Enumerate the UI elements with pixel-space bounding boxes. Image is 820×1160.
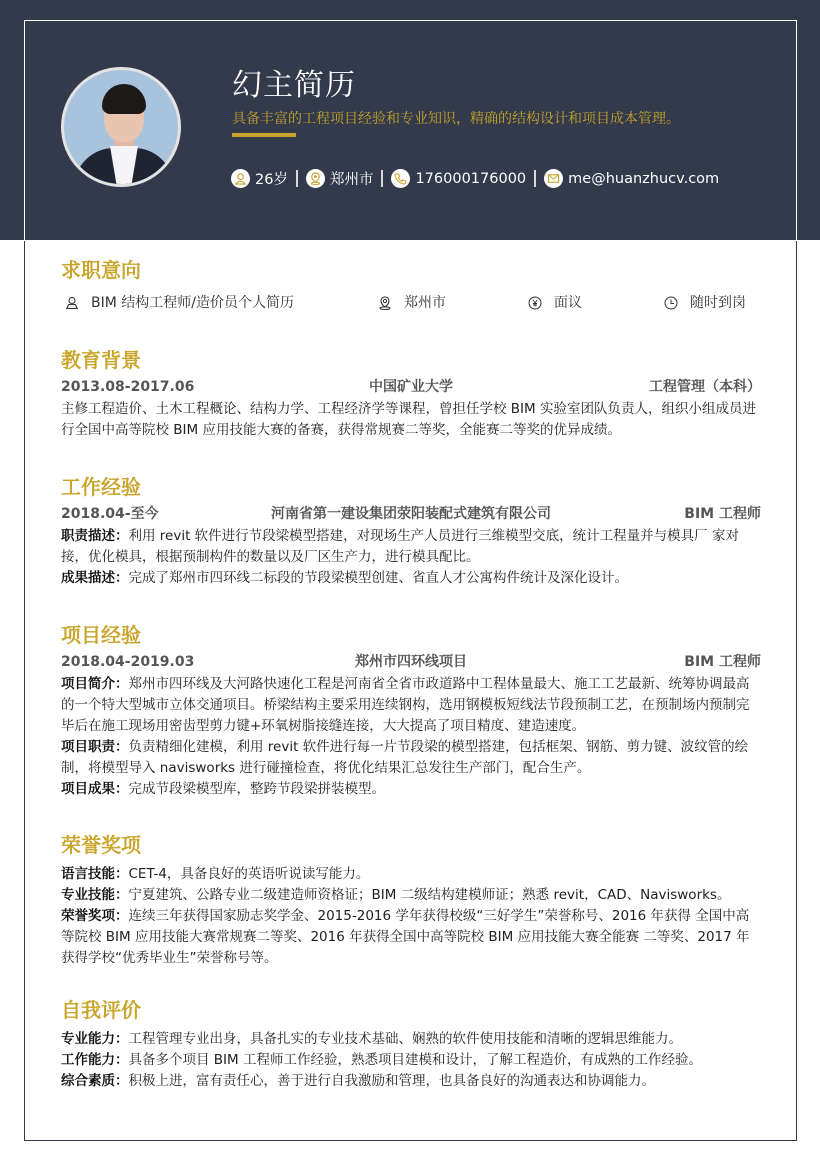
education-description: 主修工程造价、土木工程概论、结构力学、工程经济学等课程，曾担任学校 BIM 实验室团队负责人，组织小组成员进行全国中高等院校 BIM 应用技能大赛的备赛，获得常规赛二等奖，全能赛二等奖的优异成绩。: [61, 401, 756, 438]
section-title: 荣誉奖项: [61, 833, 141, 857]
objective-position: BIM 结构工程师/造价员个人简历: [61, 293, 378, 313]
accent-bar: [232, 133, 296, 137]
user-icon: [65, 296, 79, 310]
section-title: 项目经验: [61, 623, 141, 647]
avatar: [61, 67, 181, 187]
education-header: [61, 377, 761, 397]
mail-icon: [544, 169, 563, 188]
divider: [381, 170, 383, 187]
section-objective: [61, 257, 761, 313]
self-eval-professional: 专业能力：工程管理专业出身，具备扎实的专业技术基础、娴熟的软件使用技能和清晰的逻辑思维能力。: [61, 1031, 682, 1047]
honors-language: 语言技能：CET-4，具备良好的英语听说读写能力。: [61, 866, 370, 882]
honors-awards: 荣誉奖项：连续三年获得国家励志奖学金、2015-2016 学年获得校级“三好学生”荣誉称号、2016 年获得 全国中高等院校 BIM 应用技能大赛常规赛二等奖、2016 年获得全国中高等院校 BIM 应用技能大赛全能赛 二等奖、2017 年获得学校“优秀毕业生”荣誉称号等。: [61, 908, 750, 966]
work-duties: 职责描述：利用 revit 软件进行节段梁模型搭建，对现场生产人员进行三维模型交底，统计工程量并与模具厂 家对接，优化模具，根据预制构件的数量以及厂区生产力，进行模具配比。: [61, 528, 739, 565]
resume-name: 幻主简历: [232, 68, 356, 103]
objective-row: [61, 293, 761, 313]
project-results: 项目成果：完成节段梁模型库，整跨节段梁拼装模型。: [61, 781, 385, 797]
objective-city: 郑州市: [378, 293, 528, 313]
section-self-evaluation: [61, 997, 761, 1092]
location-icon: [378, 296, 392, 310]
divider: [296, 170, 298, 187]
section-work: [61, 474, 761, 589]
project-intro: 项目简介：郑州市四环线及大河路快速化工程是河南省全省市政道路中工程体量最大、施工工艺最新、统筹协调最高的一个特大型城市立体交通项目。桥梁结构主要采用连续钢构，选用钢模板短线法节段预制工艺，在预制场内预制完毕后在施工现场用密齿型剪力键+环氧树脂接缝连接，大大提高了项目精度、建造速度。: [61, 676, 750, 734]
contact-city: 郑州市: [306, 168, 374, 189]
location-icon: [306, 169, 325, 188]
self-eval-overall: 综合素质：积极上进，富有责任心，善于进行自我激励和管理，也具备良好的沟通表达和协调能力。: [61, 1073, 655, 1089]
tagline: 具备丰富的工程项目经验和专业知识，精确的结构设计和项目成本管理。: [232, 111, 680, 127]
section-title: 自我评价: [61, 998, 141, 1022]
project-header: [61, 652, 761, 672]
divider: [534, 170, 536, 187]
objective-availability: 随时到岗: [664, 293, 746, 313]
section-education: [61, 347, 761, 441]
work-header: [61, 504, 761, 524]
section-project: [61, 622, 761, 800]
work-achievements: 成果描述：完成了郑州市四环线二标段的节段梁模型创建、省直人才公寓构件统计及深化设计。: [61, 570, 628, 586]
section-honors: [61, 832, 761, 969]
phone-icon: [391, 169, 410, 188]
contact-phone[interactable]: 176000176000: [391, 169, 526, 188]
work-period: 2018.04-至今: [61, 506, 159, 522]
education-period: 2013.08-2017.06: [61, 379, 195, 395]
user-icon: [231, 169, 250, 188]
contact-info: [231, 168, 719, 189]
project-name: 郑州市四环线项目: [354, 654, 467, 670]
contact-age: 26岁: [231, 168, 288, 189]
section-title: 工作经验: [61, 475, 141, 499]
honors-skills: 专业技能：宁夏建筑、公路专业二级建造师资格证；BIM 二级结构建模师证；熟悉 revit，CAD、Navisworks。: [61, 887, 731, 903]
education-school: 中国矿业大学: [368, 379, 453, 395]
self-eval-work: 工作能力：具备多个项目 BIM 工程师工作经验，熟悉项目建模和设计，了解工程造价，有成熟的工作经验。: [61, 1052, 702, 1068]
work-position: BIM 工程师: [684, 506, 761, 522]
contact-email[interactable]: me@huanzhucv.com: [544, 169, 719, 188]
project-duties: 项目职责：负责精细化建模，利用 revit 软件进行每一片节段梁的模型搭建，包括框架、钢筋、剪力键、波纹管的绘制，将模型导入 navisworks 进行碰撞检查，将优化结果汇总发往生产部门，配合生产。: [61, 739, 749, 776]
project-position: BIM 工程师: [684, 654, 761, 670]
section-title: 教育背景: [61, 348, 141, 372]
clock-icon: [664, 296, 678, 310]
section-title: 求职意向: [61, 258, 141, 282]
yen-icon: [528, 296, 542, 310]
education-major: 工程管理（本科）: [648, 379, 761, 395]
project-period: 2018.04-2019.03: [61, 654, 195, 670]
objective-salary: 面议: [528, 293, 664, 313]
work-company: 河南省第一建设集团荥阳装配式建筑有限公司: [270, 506, 551, 522]
